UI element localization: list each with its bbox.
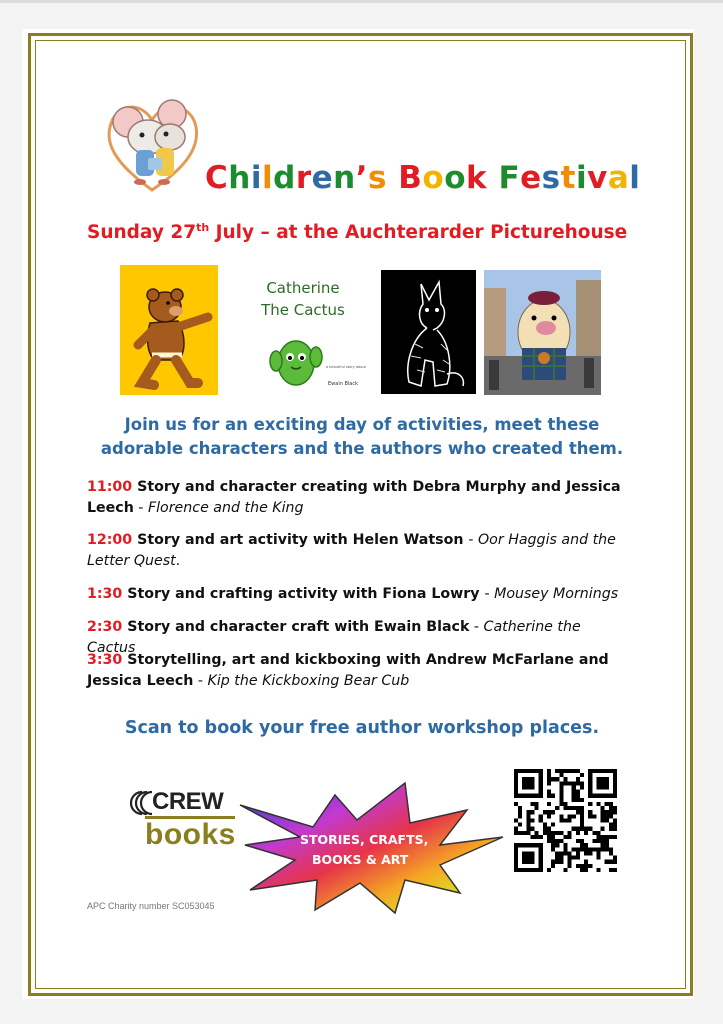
title-letter: v bbox=[587, 160, 608, 196]
haggis-mascot-photo bbox=[484, 270, 601, 395]
title-letter: ’ bbox=[355, 160, 369, 196]
title-letter: t bbox=[560, 160, 576, 196]
title-letter: h bbox=[228, 160, 251, 196]
title-letter: d bbox=[273, 160, 296, 196]
title-letter: F bbox=[498, 160, 521, 196]
title-letter: l bbox=[261, 160, 274, 196]
event-date: Sunday 27th July – at the Auchterarder Picturehouse bbox=[87, 220, 628, 243]
crew-arcs-icon bbox=[130, 790, 154, 816]
title-letter: C bbox=[205, 160, 229, 196]
scan-to-book-text: Scan to book your free author workshop places. bbox=[124, 718, 600, 738]
mouse-mascot-icon bbox=[100, 92, 205, 197]
title-letter: n bbox=[333, 160, 356, 196]
cover-title-line2: The Cactus bbox=[261, 301, 345, 319]
festival-title bbox=[205, 160, 640, 196]
dog-illustration bbox=[381, 270, 476, 394]
title-letter bbox=[487, 160, 498, 196]
title-letter: e bbox=[520, 160, 542, 196]
cover-author: Ewain Black bbox=[328, 381, 358, 387]
title-letter bbox=[387, 160, 398, 196]
title-letter: k bbox=[466, 160, 488, 196]
title-letter: e bbox=[311, 160, 334, 196]
schedule-item: 2:30 Story and character craft with Ewain Black - Catherine the Cactus bbox=[87, 619, 581, 656]
books-word: books bbox=[145, 818, 236, 851]
cactus-icon bbox=[266, 331, 326, 389]
cover-tagline: a beautiful story about bbox=[326, 365, 366, 369]
crew-books-logo bbox=[130, 788, 245, 863]
title-letter: l bbox=[629, 160, 641, 196]
title-letter: r bbox=[295, 160, 312, 196]
starburst-line2: BOOKS & ART bbox=[312, 852, 409, 867]
intro-text: Join us for an exciting day of activities, meet these adorable characters and the authors who created them. bbox=[100, 415, 624, 458]
schedule-item: 1:30 Story and crafting activity with Fiona Lowry - Mousey Mornings bbox=[87, 586, 619, 602]
kickboxing-bear-image bbox=[120, 265, 218, 395]
title-letter: o bbox=[422, 160, 445, 196]
schedule-item: 12:00 Story and art activity with Helen Watson - Oor Haggis and the Letter Quest. bbox=[87, 532, 616, 569]
cover-title-line1: Catherine bbox=[266, 279, 340, 297]
qr-code-icon[interactable] bbox=[514, 769, 617, 872]
title-letter: o bbox=[444, 160, 467, 196]
title-letter: i bbox=[250, 160, 262, 196]
title-letter: s bbox=[368, 160, 387, 196]
schedule-item: 11:00 Story and character creating with Debra Murphy and Jessica Leech - Florence and the King bbox=[87, 479, 621, 516]
title-letter: s bbox=[541, 160, 561, 196]
title-letter: B bbox=[398, 160, 423, 196]
starburst-line1: STORIES, CRAFTS, bbox=[300, 832, 429, 847]
catherine-cactus-cover bbox=[238, 265, 368, 395]
crew-word: CREW bbox=[152, 788, 224, 815]
title-letter: i bbox=[575, 160, 588, 196]
schedule-item: 3:30 Storytelling, art and kickboxing with Andrew McFarlane and Jessica Leech - Kip the Kickboxing Bear Cub bbox=[87, 652, 609, 689]
title-letter: a bbox=[607, 160, 630, 196]
charity-number: APC Charity number SC053045 bbox=[87, 901, 215, 911]
starburst-text bbox=[300, 830, 460, 870]
top-edge bbox=[0, 0, 723, 3]
